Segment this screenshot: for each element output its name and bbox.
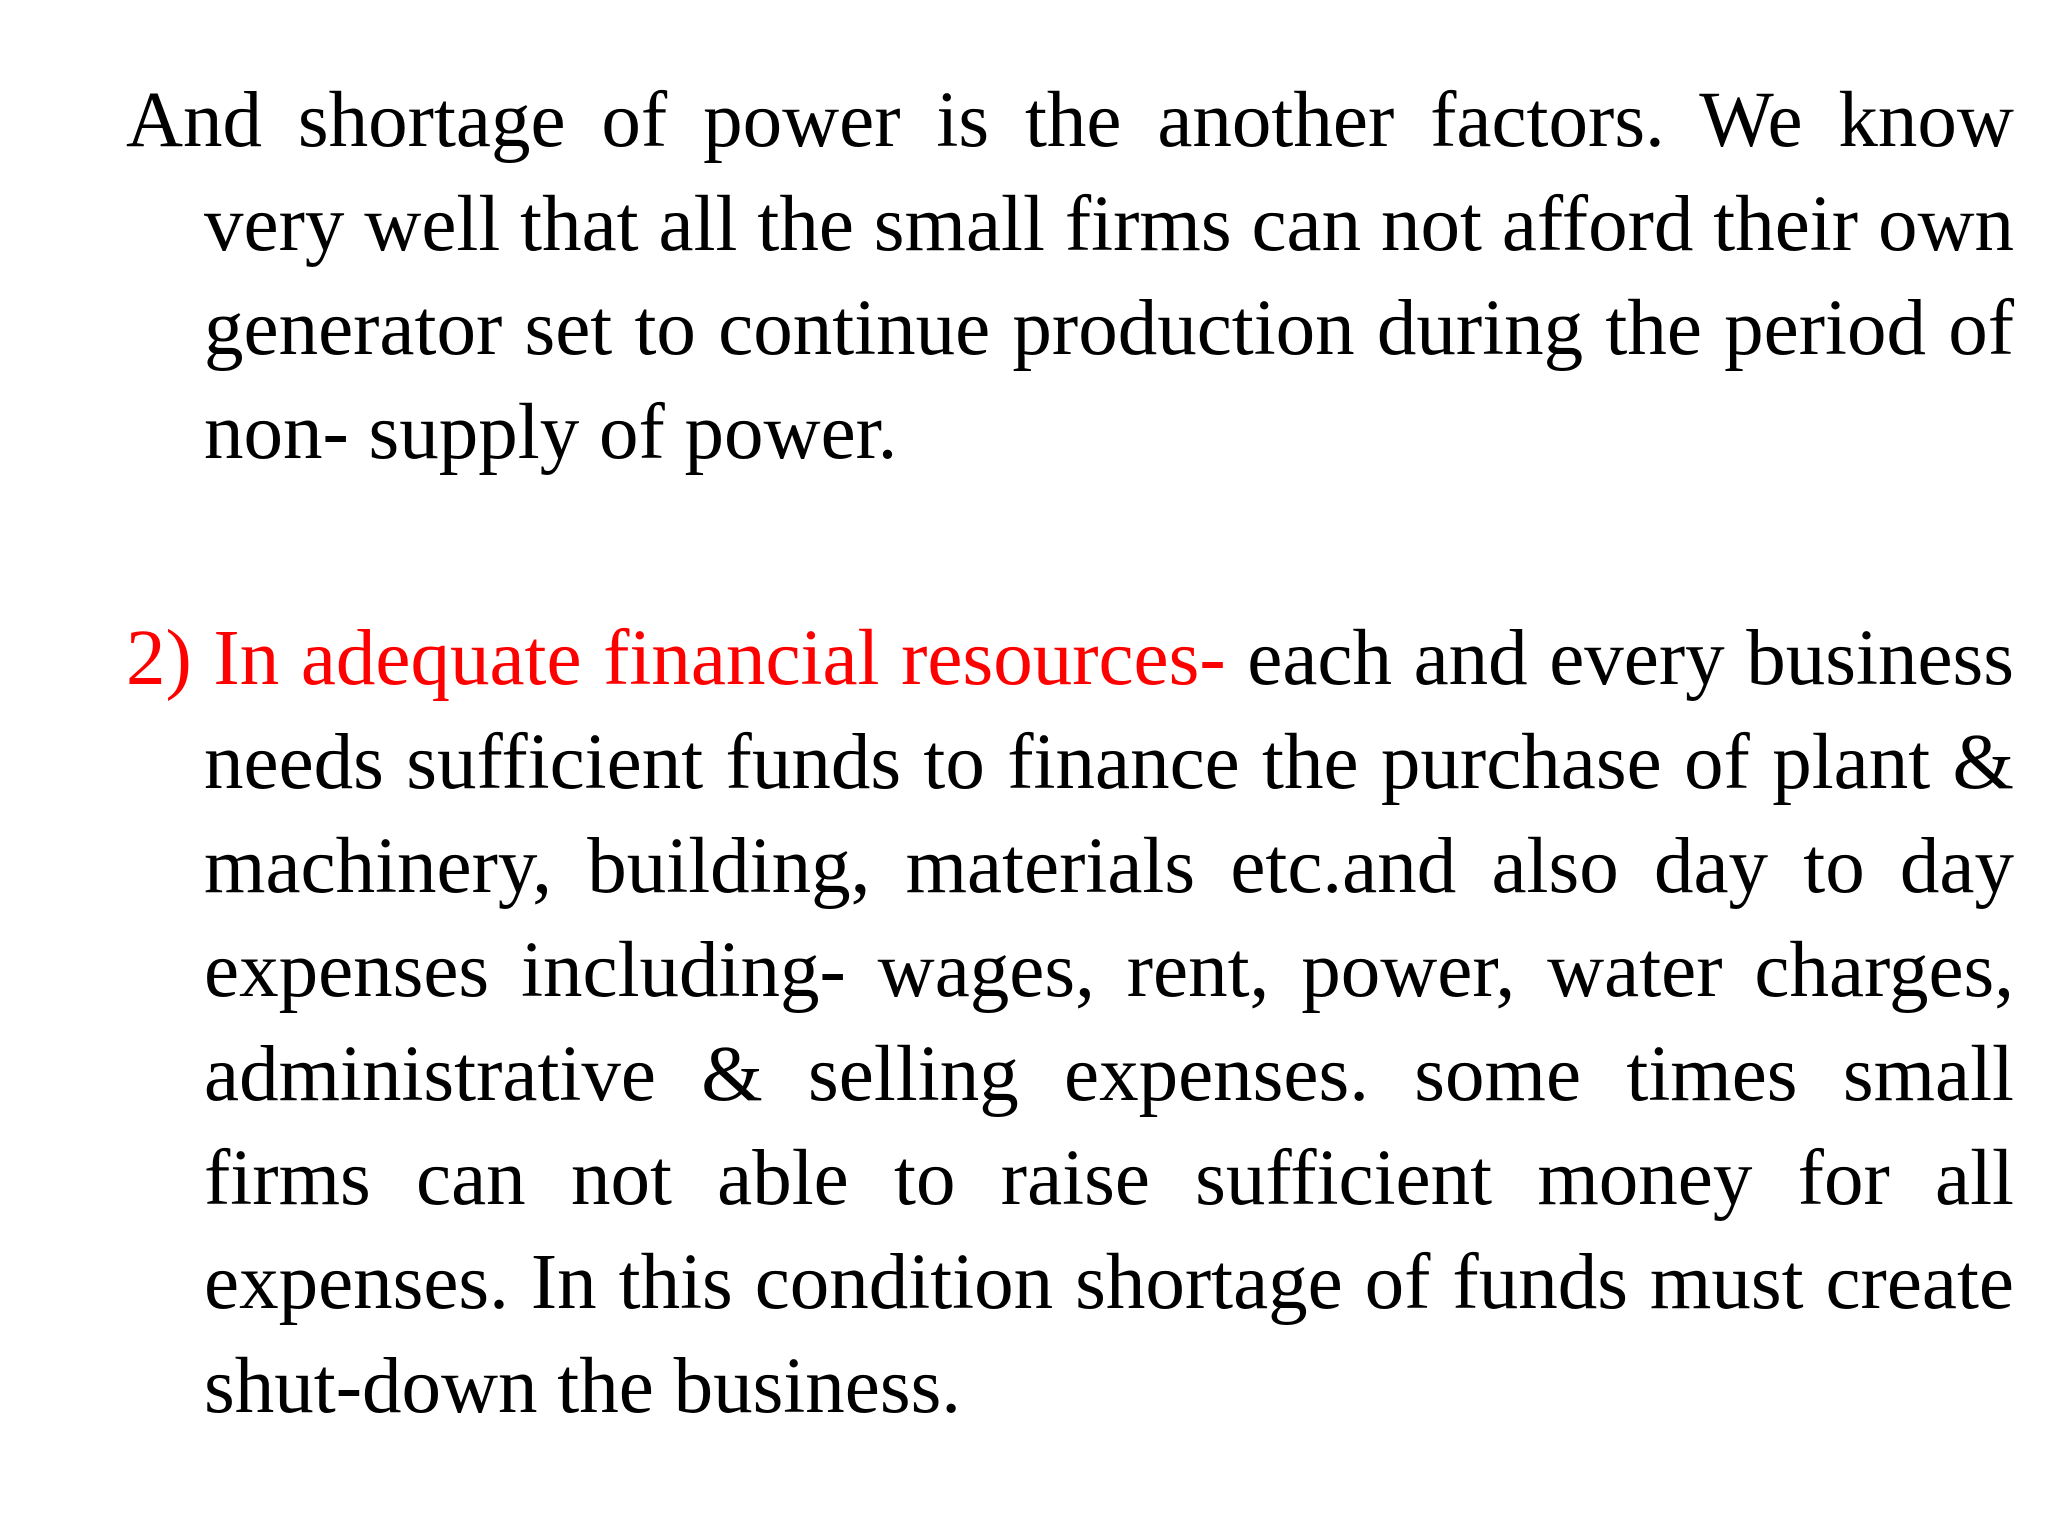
item-heading: In adequate financial resources- bbox=[213, 615, 1226, 702]
paragraph-2-body: each and every business needs sufficient funds to finance the purchase of plant & machinery, building, materials etc.and also day to day expenses including- wages, rent, power, water charges, administrative & selling expenses. some times small firms can not able to raise sufficient money for all expenses. In this condition shortage of funds must create shut-down the business. bbox=[204, 615, 2015, 1430]
item-number: 2) bbox=[126, 615, 192, 702]
paragraph-power-shortage bbox=[126, 69, 2014, 485]
paragraph-financial-resources bbox=[126, 607, 2014, 1439]
paragraph-1-text: And shortage of power is the another factors. We know very well that all the small firms can not afford their own generator set to continue production during the period of non- supply of power. bbox=[126, 77, 2014, 476]
